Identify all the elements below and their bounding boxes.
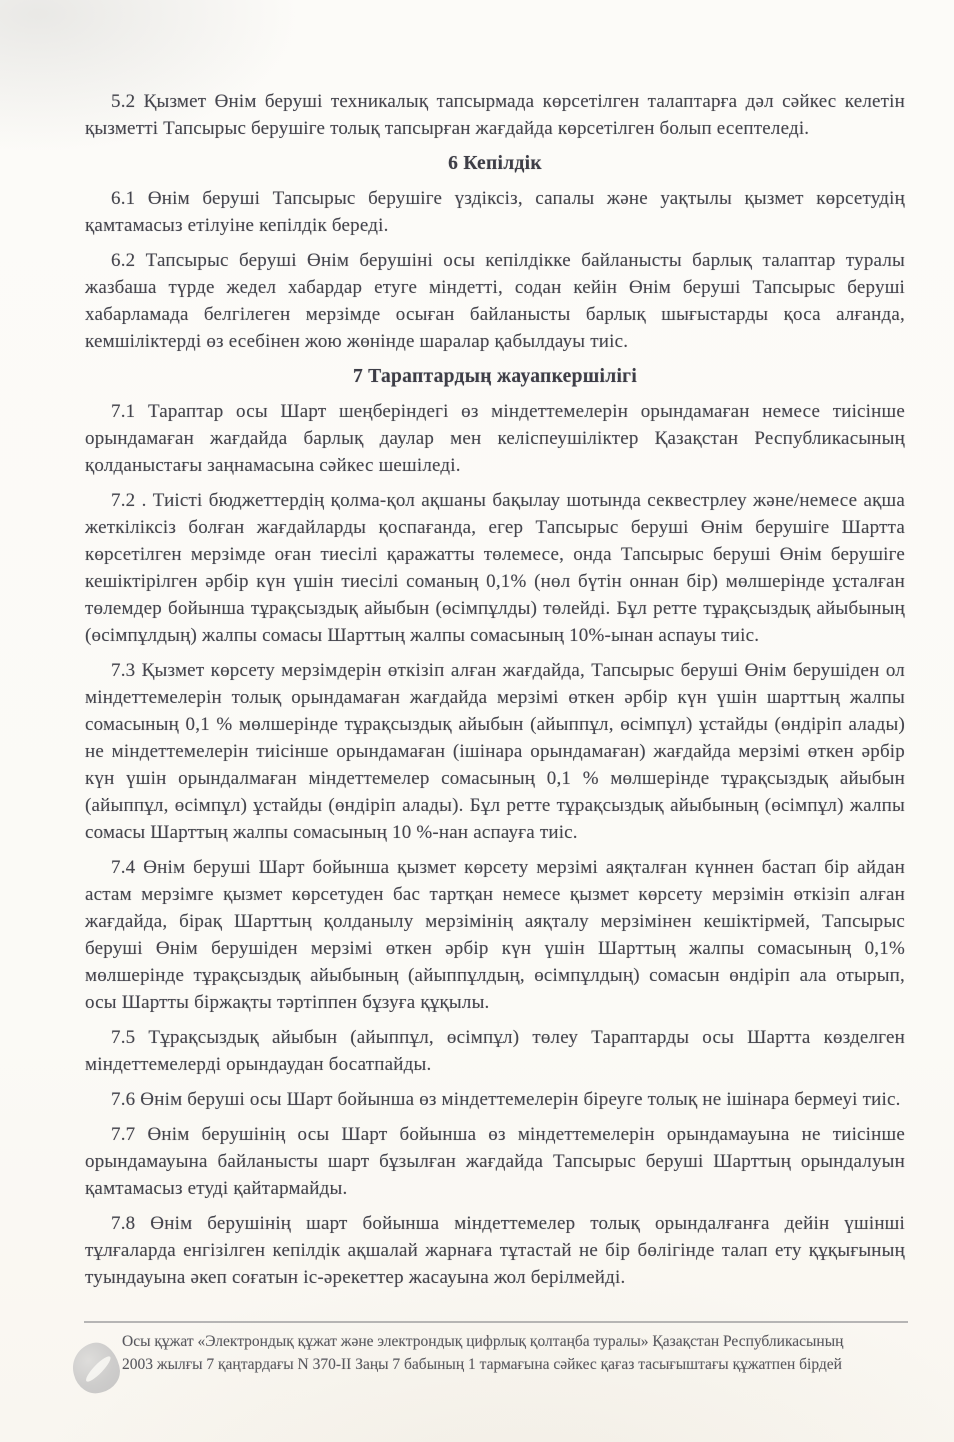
clause-7-6: 7.6 Өнім беруші осы Шарт бойынша өз міндеттемелерін біреуге толық не ішінара бермеуі тиіс.	[111, 1089, 901, 1110]
seal-stamp-icon	[68, 1338, 125, 1398]
contract-body	[85, 88, 905, 1299]
clause-6-1: 6.1 Өнім беруші Тапсырыс берушіге үздіксіз, сапалы және уақтылы қызмет көрсетудің қамтамасыз етілуіне кепілдік береді.	[85, 188, 905, 236]
clause-7-8: 7.8 Өнім берушінің шарт бойынша міндеттемелер толық орындалғанға дейін үшінші тұлғаларда енгізілген кепілдік ақшалай жарнаға тұтастай не бір бөлігінде талап ету құқығының туындауына әкеп соғатын іс-әрекеттер жасауына жол берілмейді.	[85, 1213, 905, 1288]
section-7-heading: 7 Тараптардың жауапкершілігі	[352, 366, 638, 387]
clause-7-4: 7.4 Өнім беруші Шарт бойынша қызмет көрсету мерзімі аяқталған күннен бастап бір айдан астам мерзімге қызмет көрсетуден бас тартқан немесе қызмет көрсету мерзімін өткізіп алған жағдайда, бірақ Шарттың қолданылу мерзімінің аяқталу мерзімінен кешіктірмей, Тапсырыс беруші Өнім берушіден мерзімі өткен әрбір күн үшін Шарттың жалпы сомасының 0,1% мөлшерінде тұрақсыздық айыбының (айыппұлдың, өсімпұлдың) сомасын өндіріп ала отырып, осы Шартты біржақты тәртіппен бұзуға құқылы.	[85, 857, 905, 1013]
clause-7-5: 7.5 Тұрақсыздық айыбын (айыппұл, өсімпұл) төлеу Тараптарды осы Шартта көзделген міндеттемелерді орындаудан босатпайды.	[85, 1027, 905, 1075]
clause-5-2: 5.2 Қызмет Өнім беруші техникалық тапсырмада көрсетілген талаптарға дәл сәйкес келетін қызметті Тапсырыс берушіге толық тапсырған жағдайда көрсетілген болып есептеледі.	[85, 91, 905, 139]
clause-7-7: 7.7 Өнім берушінің осы Шарт бойынша өз міндеттемелерін орындамауына не тиісінше орындамауына байланысты шарт бұзылған жағдайда Тапсырыс беруші Шарттың орындалуын қамтамасыз етуді қайтармайды.	[85, 1124, 905, 1199]
clause-6-2: 6.2 Тапсырыс беруші Өнім берушіні осы кепілдікке байланысты барлық талаптар туралы жазбаша түрде жедел хабардар етуге міндетті, содан кейін Өнім беруші Тапсырыс беруші хабарламада белгілеген мерзімде осыған байланысты барлық шығыстарды қоса алғанда, кемшіліктерді өз есебінен жою жөнінде шаралар қабылдауы тиіс.	[85, 250, 905, 352]
footer-divider	[84, 1321, 908, 1323]
section-6-heading: 6 Кепілдік	[448, 153, 542, 174]
clause-7-2: 7.2 . Тиісті бюджеттердің қолма-қол ақшаны бақылау шотында секвестрлеу және/немесе ақша жеткіліксіз болған жағдайларды қоспағанда, егер Тапсырыс беруші Өнім берушіге Шартта көрсетілген мерзімде оған тиесілі қаражатты төлемесе, онда Тапсырыс беруші Өнім берушіге кешіктірілген әрбір күн үшін тиесілі соманың 0,1% (нөл бүтін оннан бір) мөлшерінде ұсталған төлемдер бойынша тұрақсыздық айыбын (өсімпұлды) төлейді. Бұл ретте тұрақсыздық айыбының (өсімпұлдың) жалпы сомасы Шарттың жалпы сомасының 10%-ынан аспауы тиіс.	[85, 490, 905, 646]
electronic-document-note: Осы құжат «Электрондық құжат және электрондық цифрлық қолтаңба туралы» Қазақстан Республикасының 2003 жылғы 7 қаңтардағы N 370-II Заңы 7 бабының 1 тармағына сәйкес қағаз тасығыштағы құжатпен бірдей	[122, 1333, 844, 1373]
clause-7-1: 7.1 Тараптар осы Шарт шеңберіндегі өз міндеттемелерін орындамаған немесе тиісінше орындамаған жағдайда барлық даулар мен келіспеушіліктер Қазақстан Республикасының қолданыстағы заңнамасына сәйкес шешіледі.	[85, 401, 905, 476]
clause-7-3: 7.3 Қызмет көрсету мерзімдерін өткізіп алған жағдайда, Тапсырыс беруші Өнім берушіден ол міндеттемелерін толық орындамаған жағдайда мерзімі өткен әрбір күн үшін шарттың жалпы сомасының 0,1 % мөлшерінде тұрақсыздық айыбын (айыппұл, өсімпұл) ұстайды (өндіріп алады) не міндеттемелерін тиісінше орындамаған (ішінара орындамаған) жағдайда мерзімі өткен әрбір күн үшін орындалмаған міндеттемелер сомасының 0,1 % мөлшерінде тұрақсыздық айыбын (айыппұл, өсімпұл) ұстайды (өндіріп алады). Бұл ретте тұрақсыздық айыбының (өсімпұл) жалпы сомасы Шарттың жалпы сомасының 10 %-нан аспауға тиіс.	[85, 660, 905, 843]
